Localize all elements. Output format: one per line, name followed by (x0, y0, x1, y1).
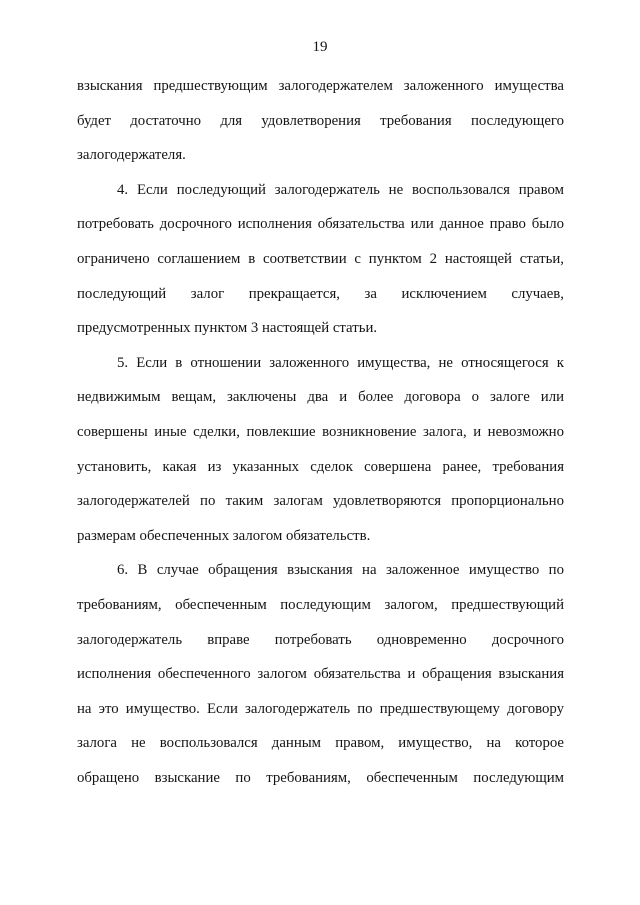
paragraph-6 (77, 553, 564, 795)
paragraph-5 (77, 346, 564, 554)
text-line: 4. Если последующий залогодержатель не воспользовался правом (117, 181, 564, 198)
page-number: 19 (312, 39, 328, 55)
text-line: требованиям, обеспеченным последующим залогом, предшествующий (77, 596, 564, 613)
text-line: залогодержатель вправе потребовать одновременно досрочного (77, 631, 564, 648)
text-line: потребовать досрочного исполнения обязательства или данное право было (77, 216, 564, 233)
text-line: залогодержателей по таким залогам удовлетворяются пропорционально (77, 493, 564, 510)
text-line: предусмотренных пунктом 3 настоящей статьи. (77, 320, 378, 337)
text-line: будет достаточно для удовлетворения требования последующего (77, 112, 564, 129)
document-body (77, 69, 564, 795)
text-line: совершены иные сделки, повлекшие возникновение залога, и невозможно (77, 423, 564, 440)
text-line: 6. В случае обращения взыскания на заложенное имущество по (117, 562, 564, 579)
text-line: обращено взыскание по требованиям, обеспеченным последующим (77, 769, 564, 786)
text-line: недвижимым вещам, заключены два и более договора о залоге или (77, 389, 564, 406)
text-line: исполнения обеспеченного залогом обязательства и обращения взыскания (77, 666, 564, 683)
text-line: размерам обеспеченных залогом обязательств. (77, 527, 371, 544)
text-line: 5. Если в отношении заложенного имущества, не относящегося к (117, 354, 564, 371)
text-line: на это имущество. Если залогодержатель по предшествующему договору (77, 700, 564, 717)
paragraph-continuation (77, 69, 564, 173)
paragraph-4 (77, 173, 564, 346)
text-line: последующий залог прекращается, за исключением случаев, (77, 285, 564, 302)
text-line: залога не воспользовался данным правом, имущество, на которое (77, 735, 564, 752)
text-line: взыскания предшествующим залогодержателем заложенного имущества (77, 78, 564, 94)
text-line: ограничено соглашением в соответствии с пунктом 2 настоящей статьи, (77, 250, 564, 267)
text-line: установить, какая из указанных сделок совершена ранее, требования (77, 458, 564, 475)
text-line: залогодержателя. (77, 147, 186, 164)
